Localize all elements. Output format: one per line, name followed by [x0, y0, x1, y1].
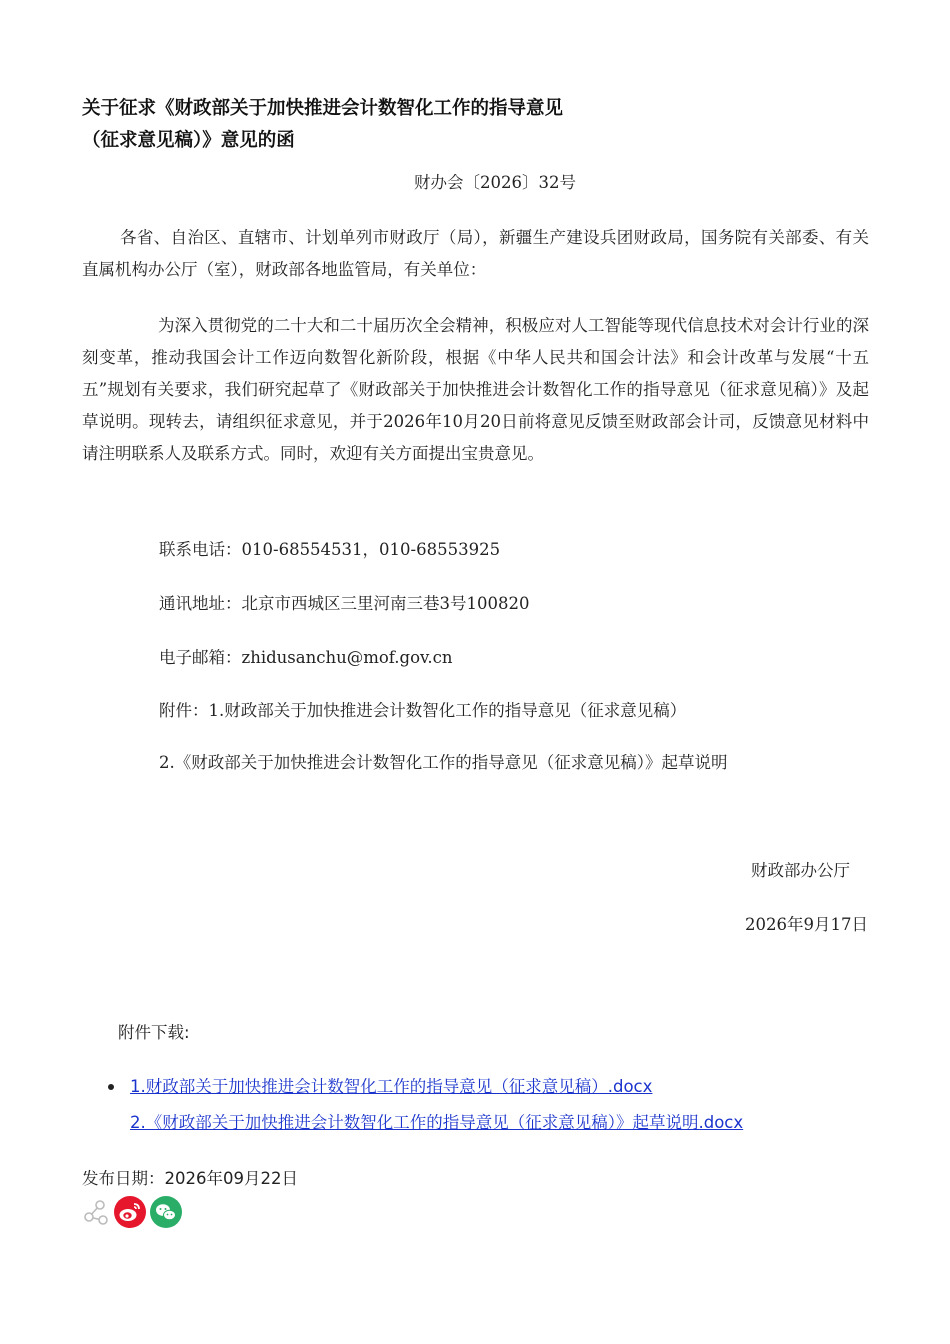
contact-email: 电子邮箱：zhidusanchu@mof.gov.cn: [159, 648, 453, 667]
weibo-icon[interactable]: [114, 1196, 146, 1228]
title-line-2: （征求意见稿）》意见的函: [82, 130, 295, 151]
download-link-2[interactable]: 2.《财政部关于加快推进会计数智化工作的指导意见（征求意见稿）》起草说明.docx: [130, 1113, 744, 1132]
issue-date: 2026年9月17日: [745, 915, 868, 934]
attachment-item-1: 附件：1.财政部关于加快推进会计数智化工作的指导意见（征求意见稿）: [159, 701, 687, 720]
contact-address: 通讯地址：北京市西城区三里河南三巷3号100820: [159, 594, 530, 613]
issuer-signature: 财政部办公厅: [751, 861, 850, 880]
body-paragraph: 为深入贯彻党的二十大和二十届历次全会精神，积极应对人工智能等现代信息技术对会计行业的深刻变革，推动我国会计工作迈向数智化新阶段，根据《中华人民共和国会计法》和会计改革与发展“十五五”规划有关要求，我们研究起草了《财政部关于加快推进会计数智化工作的指导意见（征求意见稿）》及起草说明。现转去，请组织征求意见，并于2026年10月20日前将意见反馈至财政部会计司，反馈意见材料中请注明联系人及联系方式。同时，欢迎有关方面提出宝贵意见。: [82, 316, 869, 463]
attachment-download-heading: 附件下载:: [118, 1023, 190, 1042]
publish-date: 发布日期：2026年09月22日: [82, 1169, 298, 1188]
contact-phone: 联系电话：010-68554531，010-68553925: [159, 540, 501, 559]
attachment-item-2: 2.《财政部关于加快推进会计数智化工作的指导意见（征求意见稿）》起草说明: [159, 753, 728, 772]
bullet-icon: [108, 1084, 114, 1090]
page-title: [82, 93, 702, 157]
document-number: 财办会〔2026〕32号: [414, 173, 576, 192]
addressee-paragraph: 各省、自治区、直辖市、计划单列市财政厅（局），新疆生产建设兵团财政局，国务院有关部委、有关直属机构办公厅（室），财政部各地监管局，有关单位：: [82, 228, 869, 279]
share-icon[interactable]: [80, 1196, 112, 1228]
wechat-icon[interactable]: [150, 1196, 182, 1228]
title-line-1: 关于征求《财政部关于加快推进会计数智化工作的指导意见: [82, 98, 564, 119]
download-link-1[interactable]: 1.财政部关于加快推进会计数智化工作的指导意见（征求意见稿）.docx: [130, 1077, 653, 1096]
